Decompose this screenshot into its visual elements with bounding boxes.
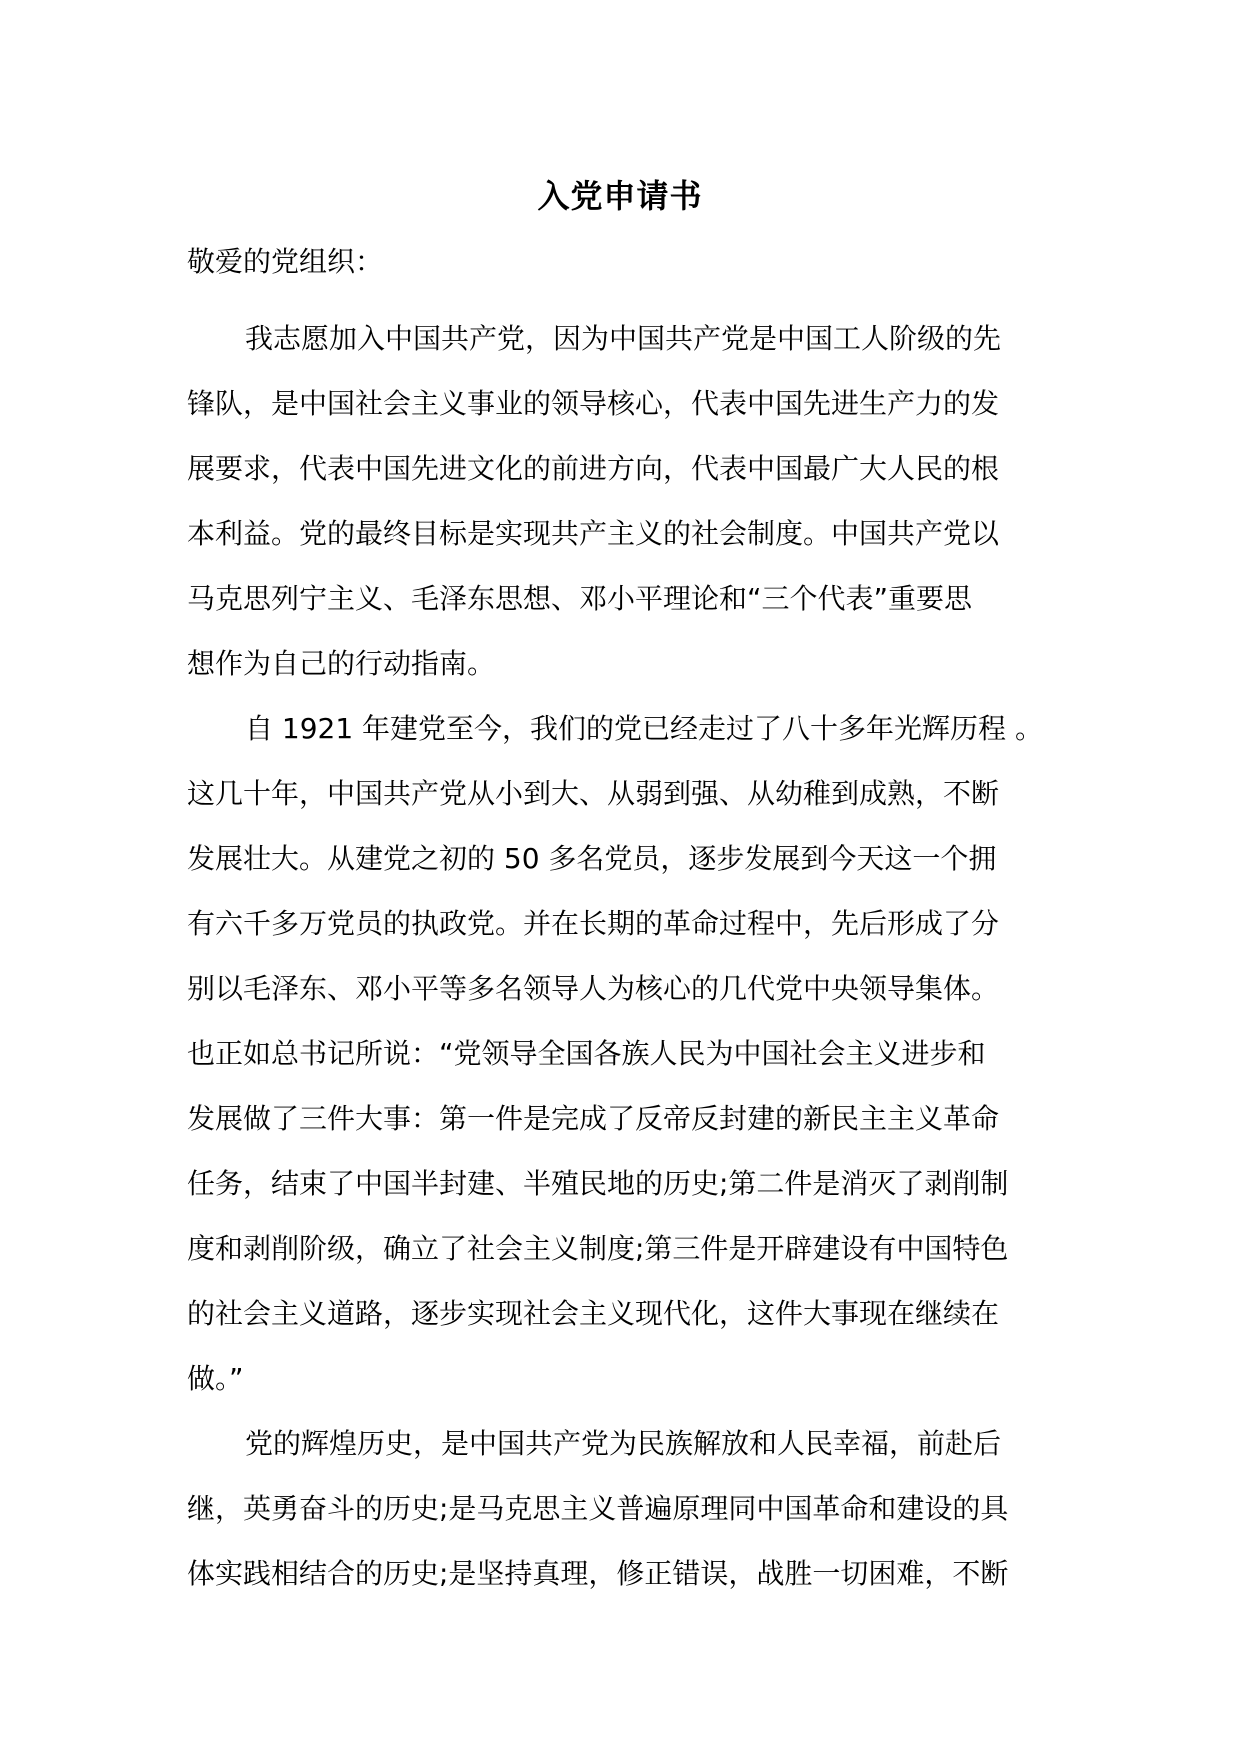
text-line: 别以毛泽东、邓小平等多名领导人为核心的几代党中央领导集体。 xyxy=(187,972,1000,1005)
text-line: 做。” xyxy=(187,1362,244,1395)
text-line: 体实践相结合的历史;是坚持真理，修正错误，战胜一切困难，不断 xyxy=(187,1557,1009,1590)
text-line: 发展做了三件大事：第一件是完成了反帝反封建的新民主主义革命 xyxy=(187,1102,1000,1135)
document-body xyxy=(187,306,1067,1606)
text-line: 的社会主义道路，逐步实现社会主义现代化，这件大事现在继续在 xyxy=(187,1297,1000,1330)
text-line: 党的辉煌历史，是中国共产党为民族解放和人民幸福，前赴后 xyxy=(245,1427,1002,1460)
text-line: 任务，结束了中国半封建、半殖民地的历史;第二件是消灭了剥削制 xyxy=(187,1167,1009,1200)
text-line: 想作为自己的行动指南。 xyxy=(187,647,496,680)
text-line: 继，英勇奋斗的历史;是马克思主义普遍原理同中国革命和建设的具 xyxy=(187,1492,1009,1525)
text-line: 自 1921 年建党至今，我们的党已经走过了八十多年光辉历程 。 xyxy=(245,712,1043,745)
text-line: 马克思列宁主义、毛泽东思想、邓小平理论和“三个代表”重要思 xyxy=(187,582,973,615)
text-line: 也正如总书记所说：“党领导全国各族人民为中国社会主义进步和 xyxy=(187,1037,986,1070)
text-line: 锋队，是中国社会主义事业的领导核心，代表中国先进生产力的发 xyxy=(187,387,1000,420)
text-line: 本利益。党的最终目标是实现共产主义的社会制度。中国共产党以 xyxy=(187,517,1000,550)
salutation: 敬爱的党组织： xyxy=(187,245,384,278)
text-line: 我志愿加入中国共产党，因为中国共产党是中国工人阶级的先 xyxy=(245,322,1002,355)
text-line: 发展壮大。从建党之初的 50 多名党员，逐步发展到今天这一个拥 xyxy=(187,842,997,875)
text-line: 有六千多万党员的执政党。并在长期的革命过程中，先后形成了分 xyxy=(187,907,1000,940)
text-line: 展要求，代表中国先进文化的前进方向，代表中国最广大人民的根 xyxy=(187,452,1000,485)
text-line: 这几十年，中国共产党从小到大、从弱到强、从幼稚到成熟，不断 xyxy=(187,777,1000,810)
document-title: 入党申请书 xyxy=(537,177,703,215)
text-line: 度和剥削阶级，确立了社会主义制度;第三件是开辟建设有中国特色 xyxy=(187,1232,1009,1265)
